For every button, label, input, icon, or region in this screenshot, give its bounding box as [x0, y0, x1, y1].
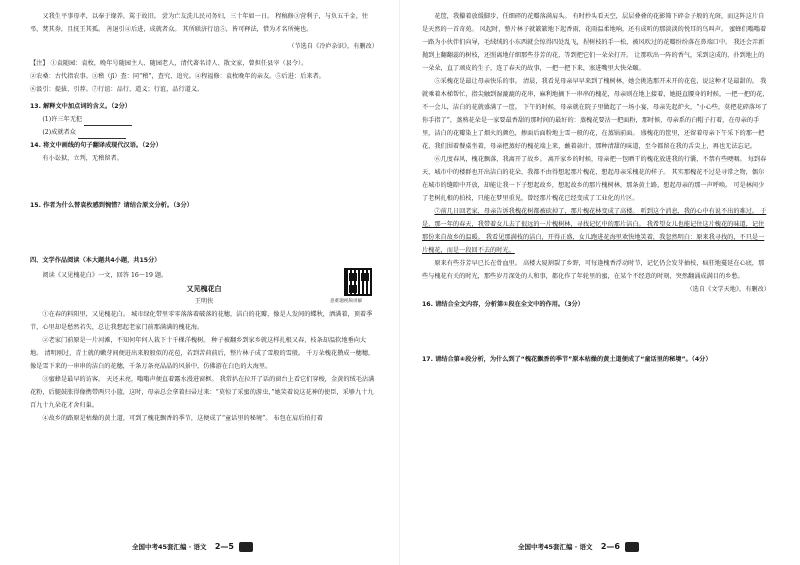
- source-citation: （节选自《冷庐杂识》，有删改）: [288, 43, 378, 50]
- page-footer: [132, 542, 253, 552]
- article-title: 又见槐花白: [186, 284, 222, 293]
- question-14: 14. 将文中画线的句子翻译成现代汉语。（2分）: [30, 142, 162, 149]
- article-paragraph: 原来有些芬芳早已长在骨血里。 高楼大厦割裂了乡野，可每逢槐香浮动时节，记忆仍会发芽抽枝，疯狂地蔓延在心底，那些与槐花有关的时光，那些岁月深处的人和事，都化作了年轮里的蜜，在某个不经意的时刻，突然翻涌成满目的乡愁。: [422, 260, 765, 280]
- article-paragraph: ①在春的料阳里，又见槐花白。 城市绿化带里零零落落着破落的花穗，洁白的花瓣，像是人发间的蝶秋，洒满着，顶着季节，心里却是愁然若失，总让我想起老家门前那满满的槐花海。: [30, 311, 373, 331]
- answer-space: [422, 311, 770, 353]
- footer-title: 全国中考45套汇编 · 语文: [518, 543, 593, 551]
- classical-text-paragraph: 又我生平事母孝，以奉于缘养，罵于故旧。 尝为亡友洗儿民司务妇，三十年如一日。 程稿修③营利子，与负五千金，往弔，焚其券，且抚王其孤。 善退引④后进，成就者众。 其所联济行谊⑤，皆可释法，惜为才名所掩也。: [30, 13, 369, 33]
- question-13: 13. 解释文中加点词的含义。（2分）: [30, 103, 131, 110]
- article-paragraph: ⑤采槐花是最让母亲快乐的事。 清晨，我看见母亲早早来到了槐树林，她会挑选那开未开的花苞，说这种才是最甜的。 我就乘着木梯帮忙，指尖触到湿漉漉的花串，麻利地摘下一串串的槐花，母亲则在地上接着，她挺直腰身的时候，一把一把的花，不一会儿，洁白的花就盛满了一筐。 下午的时候，母亲就在院子里做起了一场小宴，母亲先起炉火，“小心些，莫把花碎落坏了你手指了”，蒸熟花朵是一家要最香甜的那时间的最好的：蒸槐花要沾一把面粉，那时候，母亲系的白帽子打着，在母亲的手里，洁白的花瓣染上了烟火的颜色，掺面后面粉地上雪一般的花，在蒸锅前面。 盛槐花的筐里，还留着母亲下午采下的那一把花，我们围着餐桌坐着，母亲把蒸好的槐花端上来，蘸着蒜汁，那种清甜的味道，至今都留在我的舌尖上，再也无法忘记。: [422, 78, 769, 150]
- question-13-item: (2)成就者众: [30, 126, 378, 139]
- source-citation: （选自《文学天地》，有删改）: [686, 286, 770, 293]
- qr-code-icon[interactable]: [344, 268, 372, 296]
- left-column: [30, 10, 378, 425]
- note-line: ②农桑：古代指农事。③稽（jī）查：同“稽”，查究、追究。④程福修：袁枚晚年的亲友。⑤后进：后来者。: [30, 73, 325, 80]
- article-paragraph: 花筐，我攥着放缓脚步，任细碎的花瓣落满肩头。 有时抄头看天空，层层叠叠的花影筛下碎金子般的光斑，而这阵这片自是天然的一首奇苑。 风起时，整片林子就簌簌地下起香雨，花雨温柔地响，还有成听的那淡淡的悦耳的鸟叫声。 蜜蜂们嗡嗡着一路为小伙伴们向导，毛绒绒的小东西就会惊得四处乱飞，捏树枝的手一松，被风吹过的花瓣纷纷落在鼻端口中。 我还会弄新抛到上翻翻蕊的树枝，还照离地仔细那些芬芳的花，等到把它们一朵朵打开。 让那吹出一阵的香气，采到这成的，扑到地上的一朵朵，直了顽皮的生子，连了春天的故事，一把一把下来，塞进嘴里大快朵颐。: [422, 13, 767, 72]
- note-line: 【注】 ①袁随园：袁枚，晚年号随园主人、随园老人，清代著名诗人、散文家，曾担任县宰（县令）。: [30, 60, 308, 67]
- logo-icon: [239, 542, 253, 552]
- answer-blank[interactable]: [84, 117, 132, 126]
- question-14-sentence: 有小讼狱，立判，无稽留者。: [42, 155, 123, 162]
- note-line: ⑥汲引：提拔、引荐。⑦行谊：品行、道义；行谊，品行道义。: [30, 86, 204, 93]
- question-17: 17. 请结合第④段分析，为什么到了“槐花飘香的季节”原本枯燥的黄土道便成了“童话里的秘境”。（4分）: [422, 356, 712, 363]
- article-author: 王明侠: [194, 298, 214, 305]
- article-paragraph: ④故乡的路原是枯燥的黄土道，可到了槐花飘香的季节，这便成了“童话里的秘境”。 布包在肩后拍打着: [42, 415, 323, 422]
- reading-intro: 阅读《又见槐花白》一文，回答 16～19 题。: [42, 272, 168, 279]
- answer-space: [30, 212, 378, 254]
- article-paragraph: ⑥几度春风，槐花飘落，我离开了故乡。 离开家乡的时候，母亲把一包晒干的槐花放进我的行囊，不禁有些哽咽。 每到春天，城市中的楼群也开出洁白的花朵，我都不由得想起那片槐花，想起母亲采槐花的样子。 其实那槐花不过是寻常之物，偶尔在城市的缝隙中开放，却能让我一下子想起故乡，想起故乡的那片槐树林，那条黄土路，想起母亲的那一声呼唤。 可是林间少了老树扎根的拍枝，只能在梦里重见，曾经那片槐花已经变成了工业化的片区。: [422, 156, 767, 202]
- answer-space: [30, 165, 378, 199]
- right-column: [422, 10, 770, 366]
- logo-icon: [625, 542, 639, 552]
- answer-blank[interactable]: [78, 130, 126, 139]
- page-footer: [518, 542, 639, 552]
- question-16: 16. 请结合全文内容，分析第①段在全文中的作用。（3分）: [422, 301, 584, 308]
- article-paragraph: ⑦前几日回老家，母亲告诉我槐花树都被砍掉了，那片槐花林变成了高楼。 听到这个消息，我的心中有说不出的难过。 于是，那一年的春天，我带着女儿去了很远的一片槐树林，寻找记忆中的那片洁白。 我希望女儿也能记住这片槐花的味道，记住那份来自故乡的温暖。 我看见那满枝的洁白，开得正盛，女儿跑进花海里欢快地笑着，我忽然明白：原来我寻找的，不只是一片槐花，而是一段回不去的时光。: [422, 208, 767, 254]
- question-15: 15. 作者为什么替袁枚感到惋惜？请结合原文分析。（3分）: [30, 202, 193, 209]
- qr-caption: 意难题视频讲解: [330, 299, 363, 304]
- right-page: [400, 0, 800, 565]
- question-13-item: (1)许三年无犯: [30, 113, 378, 126]
- page-number: 2—6: [600, 542, 620, 551]
- page-number: 2—5: [214, 542, 234, 551]
- footer-title: 全国中考45套汇编 · 语文: [132, 543, 207, 551]
- section-heading: 四、文学作品阅读（本大题共4小题，共15分）: [30, 257, 161, 264]
- article-paragraph: ②老家门前原是一片河滩，不知何年何人栽下十千棵洋槐树。 种子被翻乡到家乡就这样扎根又春，枝条却温软地垂向大地。 清明刚过，青土就的嫩芽间便迸出来般般似的花苞，若到苦荷前后，整片林子成了雪般的雪般。 千万朵槐花攒成一穗穗，像是雪下来的一串串的洁白的花穗，千条万条亮晶晶的风景中，仿佛游在白色的大海里。: [30, 337, 375, 370]
- article-paragraph: ③蜜蜂是最早的访客。 天还未亮，嗡嗡声便直着露水漫进窗框。 我常扒在拉开了话的窗台上看它们穿梭，金黄的绒毛沾满花粉，后腿鼓胀得像携带两只小篮，这时，母亲总会拿着扫帚过来：“莫惊了采蜜的游虫，”她笑着说这花神的使臣，采够九十九百九十九朵花才舍归巢。: [30, 376, 375, 409]
